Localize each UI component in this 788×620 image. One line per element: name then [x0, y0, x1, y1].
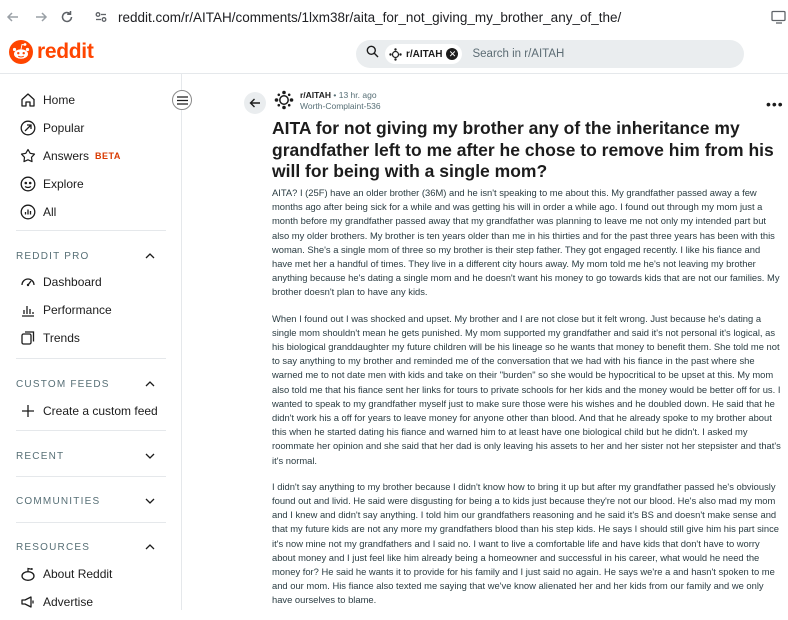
about-reddit-icon [18, 564, 38, 584]
sidebar-item-label: All [43, 205, 57, 219]
reload-icon[interactable] [58, 8, 76, 26]
sidebar-item-label: Answers [43, 149, 90, 163]
all-icon [18, 202, 38, 222]
post-time: 13 hr. ago [338, 90, 377, 100]
reddit-header [0, 34, 788, 74]
section-custom-feeds[interactable] [16, 378, 156, 390]
home-icon [18, 90, 38, 110]
popular-icon [18, 118, 38, 138]
post-body [272, 186, 782, 620]
sidebar-item-label: Home [43, 93, 76, 107]
remove-chip-icon[interactable]: ✕ [446, 48, 458, 60]
install-app-icon[interactable] [770, 8, 788, 26]
chevron-up-icon [144, 541, 156, 553]
section-title: RECENT [16, 450, 65, 462]
trends-icon [18, 328, 38, 348]
sidebar-divider [16, 430, 166, 431]
sidebar-item-advertise[interactable] [18, 592, 93, 612]
address-bar[interactable] [88, 4, 748, 30]
subreddit-chip-icon [389, 48, 402, 61]
sidebar-divider [16, 522, 166, 523]
sidebar-divider [16, 358, 166, 359]
browser-toolbar [0, 0, 788, 34]
post-paragraph: When I found out I was shocked and upset. My brother and I are not close but it felt wrong. Just because he's dating a single mom shouldn't mean he gets punished. My mom supported my grandfather and said it's not personal it's logical, as his biological granddaughter my future children will be his lineage so he wants that money to benefit them. She told me not to say anything to my brother and reminded me of the conversation that we had with his fiance in the past where she warned me to not date men with kids and take on their "burden" so she would be hypocritical to be upset at this. My mom also told me that his fiance sent her links for tours to private schools for her kids and the money would be better off for us. I wanted to speak to my grandfather myself just to make sure those were his wishes and he doubled down. He said that he didn't work his a off for years to leave money for anyone other than blood. And that he already spoke to my brother about this when he started dating his fiance and warned him to at least have one biological child but he didn't. I asked my roommate her opinion and she said that her dad is only leaving his assets to her and her sister not her stepsister and that's it's normal. [272, 312, 781, 466]
post-time-separator: • [333, 90, 339, 100]
sidebar-item-trends[interactable] [18, 328, 80, 348]
back-arrow-icon[interactable] [4, 8, 22, 26]
subreddit-link[interactable]: r/AITAH [300, 90, 332, 100]
forward-arrow-icon[interactable] [32, 8, 50, 26]
section-recent[interactable] [16, 450, 156, 462]
subreddit-chip-label: r/AITAH [406, 48, 443, 60]
sidebar-item-all[interactable] [18, 202, 56, 222]
chevron-up-icon [144, 378, 156, 390]
left-sidebar [0, 74, 182, 610]
url-text[interactable]: reddit.com/r/AITAH/comments/1lxm38r/aita_for_not_giving_my_brother_any_of_the/ [118, 9, 622, 25]
site-settings-icon[interactable] [94, 9, 110, 25]
create-custom-feed-button[interactable] [18, 401, 158, 421]
back-button[interactable] [244, 92, 266, 114]
post-meta [300, 90, 381, 112]
chevron-up-icon [144, 250, 156, 262]
search-icon [366, 45, 379, 63]
collapse-sidebar-button[interactable] [172, 90, 192, 110]
explore-icon [18, 174, 38, 194]
section-communities[interactable] [16, 495, 156, 507]
sidebar-item-answers[interactable] [18, 146, 121, 166]
subreddit-avatar-icon[interactable] [274, 90, 294, 110]
sidebar-item-popular[interactable] [18, 118, 84, 138]
section-title: REDDIT PRO [16, 250, 90, 262]
advertise-icon [18, 592, 38, 612]
post-title: AITA for not giving my brother any of the inheritance my grandfather left to me after he chose to remove him from his will for being with a single mom? [272, 118, 774, 181]
chevron-down-icon [144, 450, 156, 462]
sidebar-divider [16, 476, 166, 477]
section-title: CUSTOM FEEDS [16, 378, 110, 390]
create-custom-feed-label: Create a custom feed [43, 404, 158, 418]
more-options-icon[interactable]: ••• [766, 96, 784, 112]
sidebar-item-label: Dashboard [43, 275, 102, 289]
sidebar-item-label: Performance [43, 303, 112, 317]
post-paragraph: I didn't say anything to my brother because I didn't know how to bring it up but after my grandfather passed he's obviously found out and livid. He said were disgusting for being a to kids just because they're not our blood. He's also mad my mom and I knew and didn't say anything. I told him our grandfathers reasoning and he said it's BS and doesn't make sense and that my future kids are not any more my grandfathers blood than his step kids. He says I should still give him his part since it's now mine not my grandfathers and I said no. I want to live a comfortable life and have kids that don't have to worry about money and I just feel like him already being a homeowner and successful in his career, what would he need the money for? He said he wants it to provide for his family and I just said no again. He says we're a and hasn't spoken to me and our mom. His fiance also texted me saying that we've know alienated her and her kids from our family and we only have ourselves to blame. [272, 480, 780, 606]
section-title: COMMUNITIES [16, 495, 101, 507]
arrow-left-icon [249, 97, 261, 109]
sidebar-item-label: Explore [43, 177, 84, 191]
sidebar-item-label: Trends [43, 331, 80, 345]
section-resources[interactable] [16, 541, 156, 553]
sidebar-item-dashboard[interactable] [18, 272, 102, 292]
post-paragraph: AITA? I (25F) have an older brother (36M) and he isn't speaking to me about this. My grandfather passed away a few months ago after being sick for a while and was getting his will in order a while ago. I found out through my mom just a month before my grandfather passed away that my grandfather was planning to leave me not only my intended part but also my older brothers. My brother is ten years older than me in his thirties and for the past three years has been with this woman. She's a single mom of three so my brother is their step father. They got engaged recently. I like his fiance and have met her a handful of times. They live in a different city hours away. My mom told me he's not leaving my brother anything because he's dating a single mom and he doesn't want his money to go towards kids that are not our families. My brother doesn't plan to have any kids. [272, 187, 780, 298]
sidebar-item-label: Popular [43, 121, 85, 135]
performance-icon [18, 300, 38, 320]
chevron-down-icon [144, 495, 156, 507]
sidebar-divider [16, 230, 166, 231]
search-input[interactable]: Search in r/AITAH [472, 48, 565, 60]
search-bar[interactable] [356, 40, 744, 68]
section-title: RESOURCES [16, 541, 91, 553]
sidebar-item-label: About Reddit [43, 567, 113, 581]
reddit-snoo-icon [9, 40, 33, 64]
beta-badge: BETA [95, 151, 121, 161]
answers-icon [18, 146, 38, 166]
sidebar-item-explore[interactable] [18, 174, 84, 194]
sidebar-item-performance[interactable] [18, 300, 112, 320]
section-reddit-pro[interactable] [16, 250, 156, 262]
subreddit-search-chip[interactable] [385, 44, 462, 64]
sidebar-item-home[interactable] [18, 90, 75, 110]
reddit-wordmark: reddit [37, 40, 94, 63]
dashboard-icon [18, 272, 38, 292]
post-author[interactable]: Worth-Complaint-536 [300, 101, 381, 111]
sidebar-item-about-reddit[interactable] [18, 564, 112, 584]
menu-icon [177, 96, 188, 105]
plus-icon [18, 401, 38, 421]
sidebar-item-label: Advertise [43, 595, 94, 609]
reddit-logo[interactable] [9, 40, 94, 64]
